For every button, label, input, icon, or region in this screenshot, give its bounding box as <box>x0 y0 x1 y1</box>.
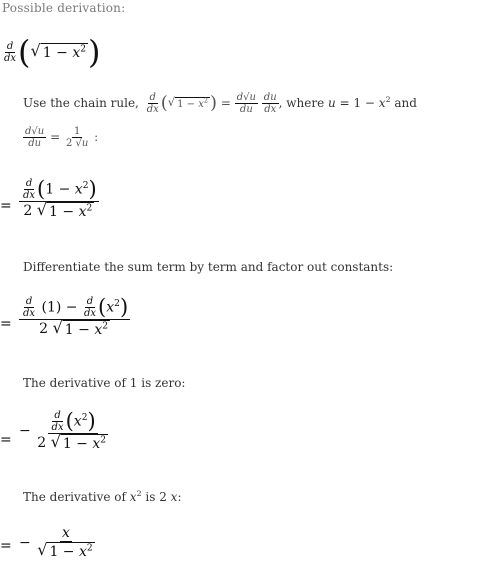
step-power-rule: The derivative of $x^2$ is 2 x: <box>23 489 182 504</box>
derivation-header: Possible derivation: <box>2 1 126 15</box>
step-chain-rule: Use the chain rule, $\frac{d}{dx}$ ( √ $1 - x^2$ ) = $\frac{d√u}{du}$ $\frac{du}{dx}$ , where $u = 1 - x^2$ and <box>23 92 417 115</box>
result-line-3: − $\frac{d}{dx}$ $(x^2)$ 2 √ $1 - x^2$ <box>19 409 107 452</box>
equals-sign-3: = <box>0 432 12 448</box>
derivative-operator: $\frac{d}{dx}$ <box>4 40 17 64</box>
result-line-4: − x √ $1 - x^2$ <box>19 525 93 561</box>
step-sum-rule: Differentiate the sum term by term and factor out constants: <box>23 260 394 274</box>
step-derivative-constant: The derivative of 1 is zero: <box>23 376 186 390</box>
equals-sign-1: = <box>0 198 12 214</box>
result-line-2: $\frac{d}{dx}$ (1) − $\frac{d}{dx}$ $(x^2)$ 2 √ $1 - x^2$ <box>19 296 130 338</box>
result-line-1: $\frac{d}{dx}$ $(1 - x^2)$ 2 √ $1 - x^2$ <box>19 178 99 220</box>
close-paren: ) <box>88 33 101 71</box>
problem-expression <box>2 33 101 71</box>
equals-sign-4: = <box>0 538 12 554</box>
open-paren: ( <box>18 33 31 71</box>
equals-sign-2: = <box>0 316 12 332</box>
step-chain-rule-part2: $\frac{d√u}{du}$ = $\frac{1}{2 √u}$ : <box>25 126 99 149</box>
sqrt-expression: √ $1 - x^2$ <box>30 40 87 61</box>
